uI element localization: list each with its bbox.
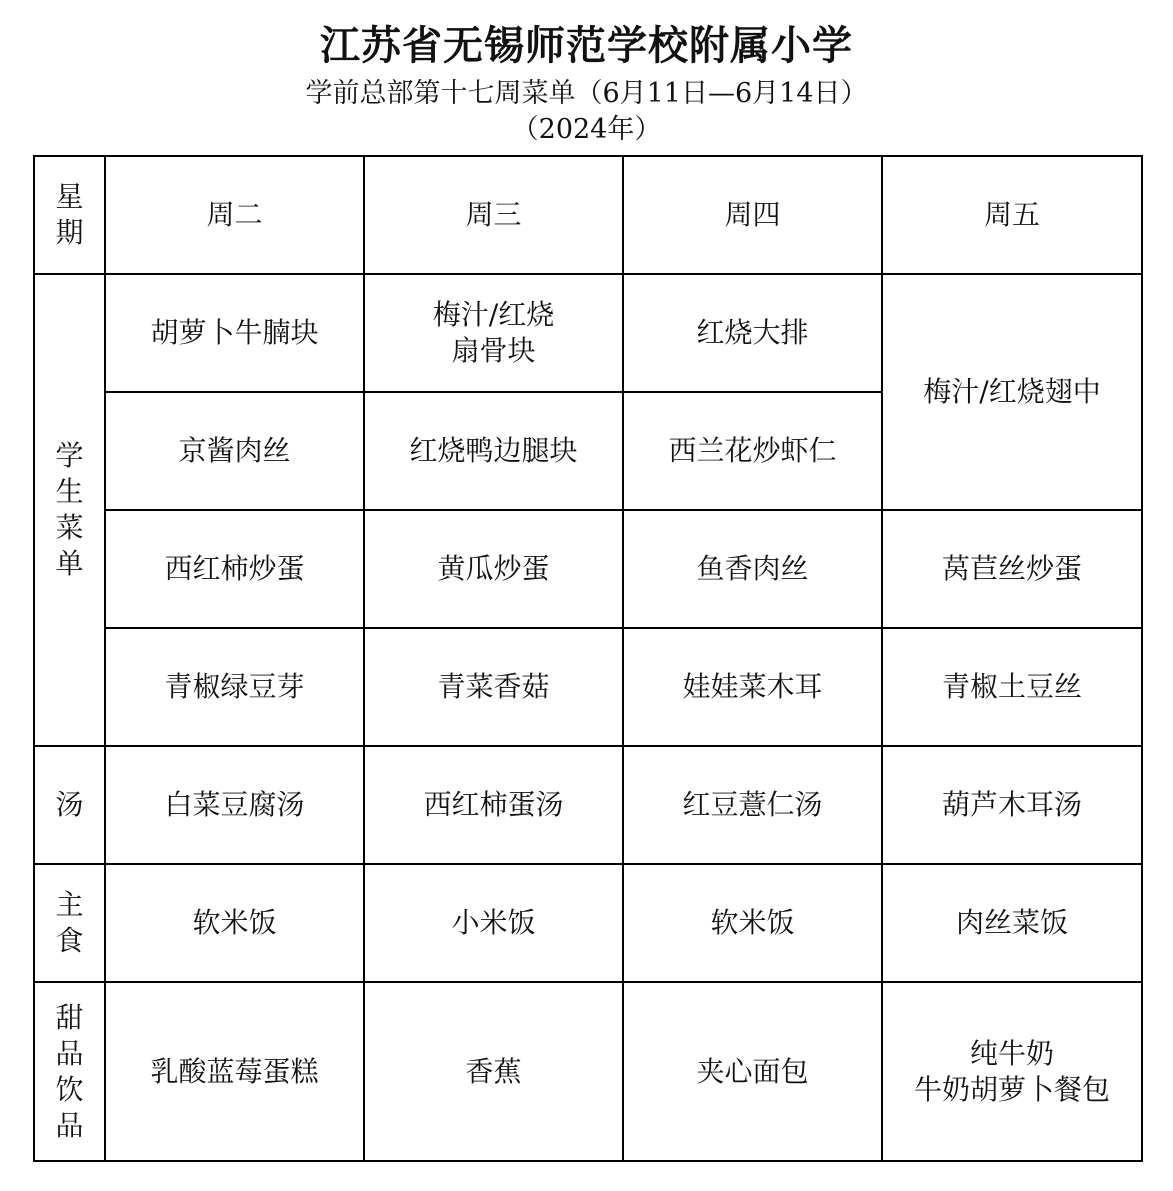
menu-subtitle: 学前总部第十七周菜单（6月11日—6月14日） <box>305 78 868 109</box>
dish-cell: 梅汁/红烧 扇骨块 <box>364 274 623 392</box>
page-title: 江苏省无锡师范学校附属小学 <box>320 22 853 69</box>
menu-year: （2024年） <box>511 114 662 145</box>
day-friday: 周五 <box>882 156 1142 274</box>
table-row <box>34 628 1142 746</box>
staple-cell: 小米饭 <box>364 864 623 982</box>
dessert-cell: 乳酸蓝莓蛋糕 <box>105 982 364 1161</box>
soup-row <box>34 746 1142 864</box>
soup-label: 汤 <box>34 746 105 864</box>
dessert-cell: 香蕉 <box>364 982 623 1161</box>
dish-cell: 黄瓜炒蛋 <box>364 510 623 628</box>
dish-cell: 青椒土豆丝 <box>882 628 1142 746</box>
dish-cell: 红烧鸭边腿块 <box>364 392 623 510</box>
soup-cell: 白菜豆腐汤 <box>105 746 364 864</box>
day-thursday: 周四 <box>623 156 882 274</box>
weekday-label: 星 期 <box>34 156 105 274</box>
day-wednesday: 周三 <box>364 156 623 274</box>
dessert-cell: 夹心面包 <box>623 982 882 1161</box>
dessert-cell: 纯牛奶 牛奶胡萝卜餐包 <box>882 982 1142 1161</box>
staple-cell: 软米饭 <box>623 864 882 982</box>
staple-label: 主 食 <box>34 864 105 982</box>
dish-cell: 西兰花炒虾仁 <box>623 392 882 510</box>
table-row <box>34 510 1142 628</box>
dish-cell: 莴苣丝炒蛋 <box>882 510 1142 628</box>
day-tuesday: 周二 <box>105 156 364 274</box>
dish-cell: 娃娃菜木耳 <box>623 628 882 746</box>
dish-cell: 西红柿炒蛋 <box>105 510 364 628</box>
staple-cell: 软米饭 <box>105 864 364 982</box>
dish-cell: 青菜香菇 <box>364 628 623 746</box>
dish-cell: 胡萝卜牛腩块 <box>105 274 364 392</box>
student-menu-label: 学 生 菜 单 <box>34 274 105 746</box>
menu-table <box>33 155 1143 1162</box>
table-row <box>34 274 1142 392</box>
dessert-label: 甜 品 饮 品 <box>34 982 105 1161</box>
dish-cell: 鱼香肉丝 <box>623 510 882 628</box>
dish-cell: 青椒绿豆芽 <box>105 628 364 746</box>
soup-cell: 西红柿蛋汤 <box>364 746 623 864</box>
soup-cell: 葫芦木耳汤 <box>882 746 1142 864</box>
staple-row <box>34 864 1142 982</box>
header-row <box>34 156 1142 274</box>
soup-cell: 红豆薏仁汤 <box>623 746 882 864</box>
dish-cell: 京酱肉丝 <box>105 392 364 510</box>
dessert-row <box>34 982 1142 1161</box>
staple-cell: 肉丝菜饭 <box>882 864 1142 982</box>
dish-cell: 梅汁/红烧翅中 <box>882 274 1142 510</box>
dish-cell: 红烧大排 <box>623 274 882 392</box>
